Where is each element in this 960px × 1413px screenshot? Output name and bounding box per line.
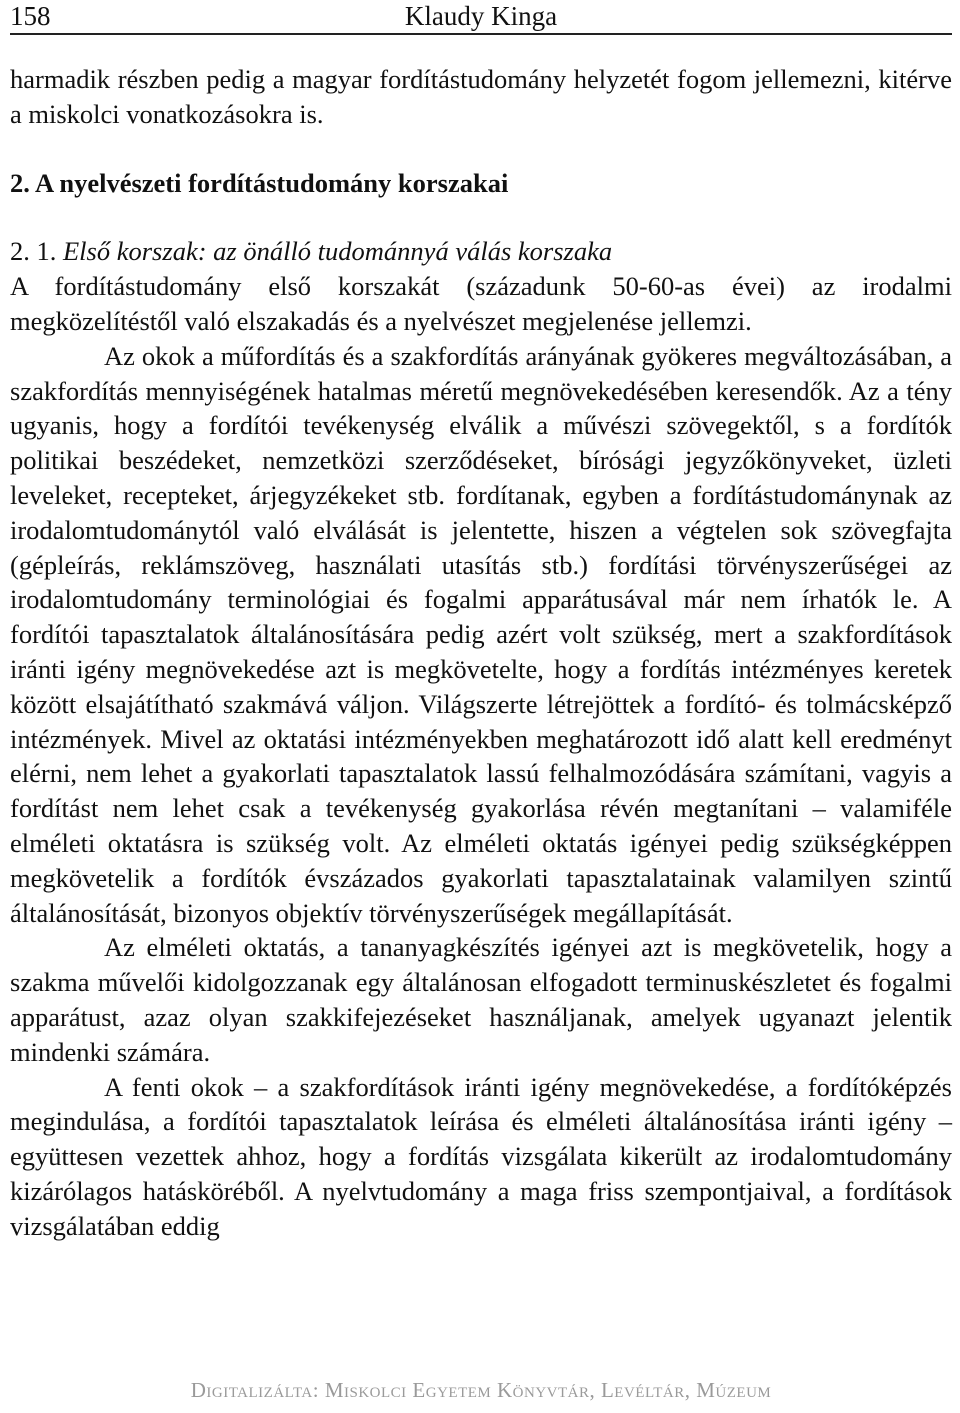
section-heading: 2. A nyelvészeti fordítástudomány korszakai (10, 167, 509, 198)
subsection-heading (10, 234, 952, 269)
subsection-number: 2. 1. (10, 236, 63, 267)
spacer (10, 200, 952, 234)
body-paragraph: A fordítástudomány első korszakát (századunk 50-60-as évei) az irodalmi megközelítéstől való elszakadás és a nyelvészet megjelenése jellemzi. (10, 271, 952, 336)
body-paragraph: A fenti okok – a szakfordítások iránti igény megnövekedése, a fordítóképzés megindulása, a fordítói tapasztalatok leírása és elméleti általánosítása iránti igény – együttesen vezettek ahhoz, hogy a fordítás vizsgálata kikerült az irodalomtudomány kizárólagos hatásköréből. A nyelvtudomány a maga friss szempontjaival, a fordítások vizsgálatában eddig (10, 1071, 952, 1241)
page (10, 0, 952, 1402)
page-number: 158 (10, 1, 51, 31)
subsection-title: Első korszak: az önálló tudománnyá válás korszaka (63, 236, 613, 267)
intro-paragraph: harmadik részben pedig a magyar fordítástudomány helyzetét fogom jellemezni, kitérve a miskolci vonatkozásokra is. (10, 64, 952, 129)
page-body (10, 62, 952, 1244)
running-head: Klaudy Kinga (404, 1, 558, 31)
header-rule (10, 33, 952, 35)
body-paragraph: Az okok a műfordítás és a szakfordítás arányának gyökeres megváltozásában, a szakfordítás mennyiségének hatalmas méretű megnövekedésében keresendők. Az a tény ugyanis, hogy a fordítói tevékenység elválik a művészi szövegektől, s a fordítók politikai beszédeket, nemzetközi szerződéseket, bírósági jegyzőkönyveket, üzleti leveleket, recepteket, árjegyzékeket stb. fordítanak, egyben a fordítástudománynak az irodalomtudománytól való elválását is jelentette, hiszen a végtelen sok szövegfajta (gépleírás, reklámszöveg, használati utasítás stb.) fordítási törvényszerűségei az irodalomtudomány terminológiai és fogalmi apparátusával már nem írhatók le. A fordítói tapasztalatok általánosítására pedig azért volt szükség, mert a szakfordítások iránti igény megnövekedése azt is megkövetelte, hogy a fordítás intézményes keretek között elsajátítható szakmává váljon. Világszerte létrejöttek a fordító- és tolmácsképző intézmények. Mivel az oktatási intézményekben meghatározott idő alatt kell eredményt elérni, nem lehet a gyakorlati tapasztalatok lassú felhalmozódására számítani, vagyis a fordítást nem lehet csak a tevékenység gyakorlása révén megtanítani – valamiféle elméleti oktatásra is szükség volt. Az elméleti oktatás igényei pedig szükségképpen megkövetelik a fordítók évszázados gyakorlati tapasztalatainak valamilyen szintű általánosítását, bizonyos objektív törvényszerűségek megállapítását. (10, 340, 952, 928)
page-header (10, 0, 952, 34)
digitization-watermark: Digitalizálta: Miskolci Egyetem Könyvtár, Levéltár, Múzeum (190, 1378, 772, 1402)
spacer (10, 132, 952, 166)
body-paragraph: Az elméleti oktatás, a tananyagkészítés igényei azt is megkövetelik, hogy a szakma művelői kidolgozzanak egy általánosan elfogadott terminuskészletet és fogalmi apparátust, azaz olyan szakkifejezéseket használjanak, amelyek ugyanazt jelentik mindenki számára. (10, 932, 952, 1067)
